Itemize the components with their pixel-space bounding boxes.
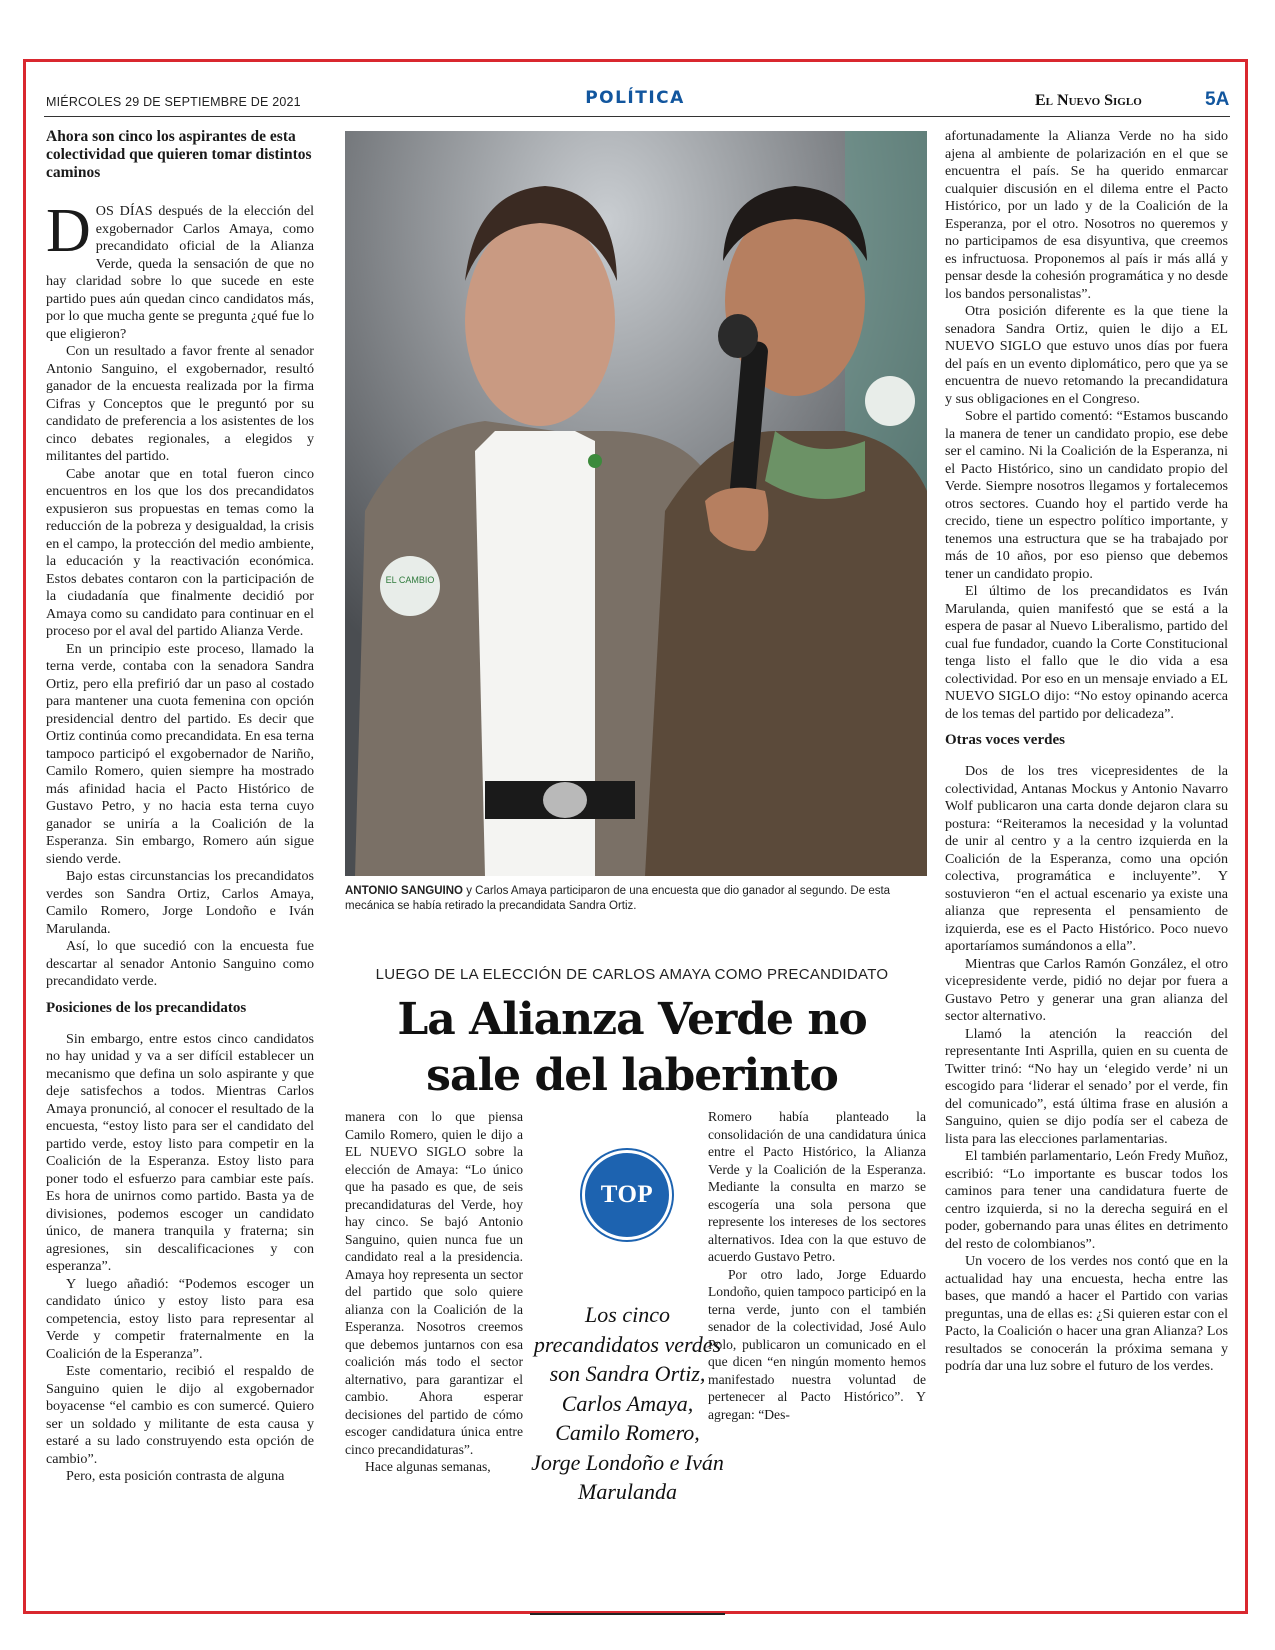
- paragraph: Hace algunas semanas,: [365, 1459, 491, 1474]
- paragraph: En un principio este proceso, llamado la terna verde, contaba con la senadora Sandra Ortiz, pero ella prefirió dar un paso al costado para mantener una cuota femenina con opción presidencial dentro del partido. Es decir que Ortiz continúa como precandidata. En esa terna tampoco participó el exgobernador de Nariño, Camilo Romero, quien siempre ha mostrado más afinidad hacia el Pacto Histórico de Gustavo Petro, y no hacia esta terna cuyo ganador se uniría a la Coalición de la Esperanza. Sin embargo, Romero aún sigue siendo verde.: [46, 640, 314, 867]
- paragraph: Por otro lado, Jorge Eduardo Londoño, quien tampoco participó en la terna verde, junto con el también senador de la colectividad, José Aulo Polo, publicaron un comunicado en el que dicen “en ningún momento hemos manifestado nuestra voluntad de pertenecer al Pacto Histórico”. Y agregan: “Des-: [708, 1266, 926, 1422]
- paragraph: Sobre el partido comentó: “Estamos buscando la manera de tener un candidato propio, ese debe ser el camino. Ni la Coalición de la Esperanza, ni el Pacto Histórico, sino un candidato propio del Verde. Siempre nosotros llegamos y fortalecemos otros sectores. Cuando hoy el partido verde ha crecido, tiene un espectro político importante, y tenemos una estructura que se ha trabajado por más de 10 años, por eso pienso que debemos tener un candidato propio.: [945, 408, 1228, 582]
- header-date: MIÉRCOLES 29 DE SEPTIEMBRE DE 2021: [46, 95, 301, 109]
- drop-cap: D: [46, 197, 91, 265]
- paragraph: Dos de los tres vicepresidentes de la colectividad, Antanas Mockus y Antonio Navarro Wolf publicaron una carta donde dejaron clara su postura: “Reiteramos la necesidad y la voluntad de unir al centro y a la centro izquierda en la Coalición de la Esperanza, como una opción colectiva, programática e incluyente”. Y sostuvieron “en el actual escenario ya existe una alianza que representa el pensamiento de izquierda, ese es el Pacto Histórico. Poco nuevo aportaríamos sumándonos a ella”.: [945, 763, 1228, 954]
- paragraph: Bajo estas circunstancias los precandidatos verdes son Sandra Ortiz, Carlos Amaya, Camilo Romero, Jorge Londoño e Iván Marulanda.: [46, 868, 314, 937]
- paragraph: afortunadamente la Alianza Verde no ha sido ajena al ambiente de polarización en el que se encuentra el país. Se ha querido enmarcar cualquier discusión en el dilema entre el Pacto Histórico, por un lado y de la Coalición de la Esperanza, por el otro. Nosotros no queremos y no participamos de esa disyuntiva, que creemos es infructuosa. Proponemos al país ir más allá y pensar desde la cohesión programática y no desde los bandos personalistas”.: [945, 128, 1228, 302]
- header-newspaper: El Nuevo Siglo: [1035, 92, 1142, 109]
- article-headline: La Alianza Verde no sale del laberinto: [397, 994, 867, 1101]
- column-1: [46, 128, 314, 1486]
- paragraph: Mientras que Carlos Ramón González, el otro vicepresidente verde, pidió no dejar por fuera a Gustavo Petro y generar una gran alianza del sector alternativo.: [945, 955, 1228, 1024]
- caption-text: y Carlos Amaya participaron de una encuesta que dio ganador al segundo. De esta mecánica se había retirado la precandidata Sandra Ortiz.: [345, 885, 891, 912]
- paragraph: manera con lo que piensa Camilo Romero, quien le dijo a EL NUEVO SIGLO sobre la elección de Amaya: “Lo único que ha pasado es que, de seis precandidaturas del Verde, hoy hay cinco. Se bajó Antonio Sanguino, quien nunca fue un candidato real a la presidencia. Amaya hoy representa un sector del partido que solo quiere alianza con la Coalición de la Esperanza. Nosotros creemos que debemos juntarnos con esa coalición más todo el sector alternativo, para garantizar el cambio. Ahora esperar decisiones del partido de cómo escoger candidatura única entre cinco precandidaturas”.: [345, 1109, 523, 1457]
- pull-quote-rule: [530, 1613, 725, 1615]
- paragraph: Pero, esta posición contrasta de alguna: [66, 1468, 285, 1484]
- paragraph: El último de los precandidatos es Iván Marulanda, quien manifestó que se está a la espera de pasar al Nuevo Liberalismo, partido del cual fue fundador, cuando la Corte Constitucional tenga listo el fallo que le dio vida a esa colectividad. Por eso en un mensaje enviado a EL NUEVO SIGLO dijo: “No estoy opinando acerca de los temas del partido por delicadeza”.: [945, 583, 1228, 722]
- article-tagline: LUEGO DE LA ELECCIÓN DE CARLOS AMAYA COMO PRECANDIDATO: [375, 966, 889, 983]
- paragraph: Otra posición diferente es la que tiene la senadora Sandra Ortiz, quien le dijo a EL NUEVO SIGLO que estuvo unos días por fuera del país en un evento diplomático, pero que ya se encuentra de nuevo retomando la precandidatura y sus obligaciones en el Congreso.: [945, 303, 1228, 407]
- paragraph: El también parlamentario, León Fredy Muñoz, escribió: “Lo importante es buscar todos los caminos para tener una candidatura fuerte de centro izquierda, si no la derecha seguirá en el poder, gobernando para unas élites en detrimento del resto de colombianos”.: [945, 1148, 1228, 1252]
- paragraph: Y luego añadió: “Podemos escoger un candidato único y estoy listo para esa competencia, estoy listo para representar al Verde y competir fraternalmente en la Coalición de la Esperanza”.: [46, 1275, 314, 1362]
- paragraph: Cabe anotar que en total fueron cinco encuentros en los que los dos precandidatos expusieron sus propuestas en temas como la reducción de la pobreza y desigualdad, la crisis en el campo, la protección del medio ambiente, la educación y la reactivación económica. Estos debates contaron con la participación de la ciudadanía que finalmente decidió por Amaya como su candidato para continuar en el proceso por el aval del partido Alianza Verde.: [46, 465, 314, 639]
- subhead-posiciones: Posiciones de los precandidatos: [46, 999, 247, 1016]
- paragraph: Un vocero de los verdes nos contó que en la actualidad hay una encuesta, hecha entre las bases, que mandó a hacer el Partido con varias preguntas, una de ellas es: ¿Si quieren estar con el Pacto, la Coalición o hacer una gran Alianza? Los resultados se conocerán la próxima semana y podría dar una luz sobre el futuro de los verdes.: [945, 1253, 1228, 1374]
- top-badge: TOP: [582, 1150, 672, 1240]
- caption-name: ANTONIO SANGUINO: [345, 885, 463, 897]
- article-kicker: Ahora son cinco los aspirantes de esta colectividad que quieren tomar distintos caminos: [46, 128, 312, 181]
- lead-paragraph: [46, 197, 314, 343]
- lead-text: OS DÍAS después de la elección del exgobernador Carlos Amaya, como precandidato oficial de la Alianza Verde, queda la sensación de que no hay claridad sobre lo que sucede en este partido pues aún quedan cinco candidatos más, por lo que mucha gente se pregunta ¿qué fue lo que eligieron?: [46, 203, 314, 342]
- paragraph: Este comentario, recibió el respaldo de Sanguino quien le dijo al exgobernador boyacense “el cambio es con sumercé. Quiero ser un soldado y militante de esta causa y estaré a su lado construyendo esta opción de cambio”.: [46, 1363, 314, 1467]
- pull-quote: Los cinco precandidatos verdes son Sandra Ortiz, Carlos Amaya, Camilo Romero, Jorge Londoño e Iván Marulanda: [531, 1302, 724, 1504]
- header-rule: [44, 116, 1230, 117]
- column-2: [345, 1108, 523, 1476]
- header-section: POLÍTICA: [585, 88, 685, 108]
- header-page-number: 5A: [1205, 89, 1230, 110]
- paragraph: Sin embargo, entre estos cinco candidatos no hay unidad y va a ser difícil establecer un mecanismo que defina un solo aspirante y que deje satisfechos a todos. Mientras Carlos Amaya pronunció, al conocer el resultado de la encuesta, “estoy listo para ser el candidato del partido verde, estoy listo para competir en la Coalición de la Esperanza. Estoy listo para poner todo el esfuerzo para cambiar este país. Es hora de unirnos como partido. Basta ya de divisiones, podemos escoger un candidato único, de manera tranquila y fraterna; sin agresiones, sin descalificaciones y con esperanza”.: [46, 1030, 314, 1274]
- column-4: [945, 128, 1228, 1376]
- article-photo: [345, 131, 927, 876]
- photo-illustration: [345, 131, 927, 876]
- button-pin-text: EL CAMBIO: [385, 575, 435, 585]
- column-3: [708, 1108, 926, 1423]
- paragraph: Romero había planteado la consolidación de una candidatura única entre el Pacto Histórico, la Alianza Verde y la Coalición de la Esperanza. Mediante la consulta en marzo se escogería una sola persona que represente los intereses de los sectores alternativos. Idea con la que estuvo de acuerdo Gustavo Petro.: [708, 1109, 926, 1264]
- paragraph: Así, lo que sucedió con la encuesta fue descartar al senador Antonio Sanguino como precandidato verde.: [46, 938, 314, 989]
- paragraph: Con un resultado a favor frente al senador Antonio Sanguino, el exgobernador, resultó ganador de la encuesta realizada por la firma Cifras y Conceptos que le preguntó por su candidato de preferencia a los asistentes de los cinco debates regionales, a elegidos y militantes del partido.: [46, 343, 314, 464]
- subhead-otras-voces: Otras voces verdes: [945, 732, 1065, 748]
- paragraph: Llamó la atención la reacción del representante Inti Asprilla, quien en su cuenta de Twitter trinó: “No hay un ‘elegido verde’ ni un escogido para ‘liderar el senado’ por el verde, fin del comunicado”, está última frase en alusión a Sanguino, quien se dijo podía ser el cabeza de lista para las elecciones parlamentarias.: [945, 1025, 1228, 1147]
- photo-caption: [345, 884, 927, 914]
